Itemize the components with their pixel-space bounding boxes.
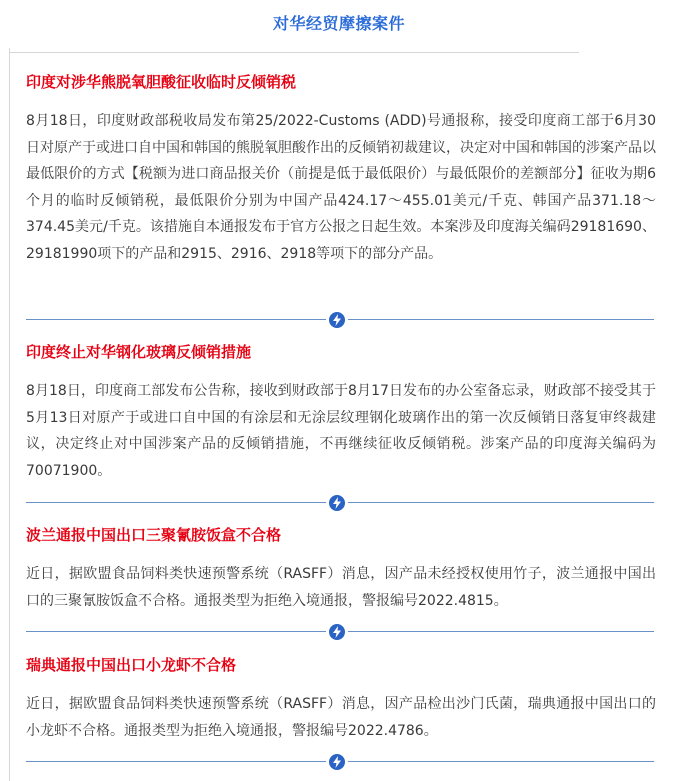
article-body: 8月18日，印度商工部发布公告称，接收到财政部于8月17日发布的办公室备忘录，财政部不接受其于5月13日对原产于或进口自中国的有涂层和无涂层纹理钢化玻璃作出的第一次反倾销日落复审终裁建议，决定终止对中国涉案产品的反倾销措施，不再继续征收反倾销税。涉案产品的印度海关编码为70071900。: [26, 383, 656, 479]
section-divider: [26, 495, 654, 511]
section-divider: [26, 754, 654, 770]
article-card: [26, 524, 656, 614]
article-headline: 印度终止对华钢化玻璃反倾销措施: [26, 343, 252, 361]
article-headline: 印度对涉华熊脱氧胆酸征收临时反倾销税: [26, 73, 297, 91]
lightning-icon: [329, 624, 345, 640]
article-card: [26, 341, 656, 484]
article-body: 8月18日，印度财政部税收局发布第25/2022-Customs (ADD)号通报称，接受印度商工部于6月30日对原产于或进口自中国和韩国的熊脱氧胆酸作出的反倾销初裁建议，决定对中国和韩国的涉案产品以最低限价的方式【税额为进口商品报关价（前提是低于最低限价）与最低限价的差额部分】征收为期6个月的临时反倾销税，最低限价分别为中国产品424.17～455.01美元/千克、韩国产品371.18～374.45美元/千克。该措施自本通报发布于官方公报之日起生效。本案涉及印度海关编码29181690、29181990项下的产品和2915、2916、2918等项下的部分产品。: [26, 113, 656, 262]
lightning-icon: [329, 495, 345, 511]
article-body: 近日，据欧盟食品饲料类快速预警系统（RASFF）消息，因产品未经授权使用竹子，波兰通报中国出口的三聚氰胺饭盒不合格。通报类型为拒绝入境通报，警报编号2022.4815。: [26, 566, 656, 609]
left-border-rule: [9, 48, 10, 781]
article-card: [26, 654, 656, 744]
article-body: 近日，据欧盟食品饲料类快速预警系统（RASFF）消息，因产品检出沙门氏菌，瑞典通报中国出口的小龙虾不合格。通报类型为拒绝入境通报，警报编号2022.4786。: [26, 696, 656, 739]
lightning-icon: [329, 754, 345, 770]
section-divider: [26, 624, 654, 640]
lightning-icon: [329, 312, 345, 328]
page-title: 对华经贸摩擦案件: [272, 14, 405, 33]
article-headline: 波兰通报中国出口三聚氰胺饭盒不合格: [26, 526, 282, 544]
article-card: [26, 71, 656, 268]
section-divider: [26, 312, 654, 328]
title-underline: [9, 52, 579, 53]
article-headline: 瑞典通报中国出口小龙虾不合格: [26, 656, 237, 674]
